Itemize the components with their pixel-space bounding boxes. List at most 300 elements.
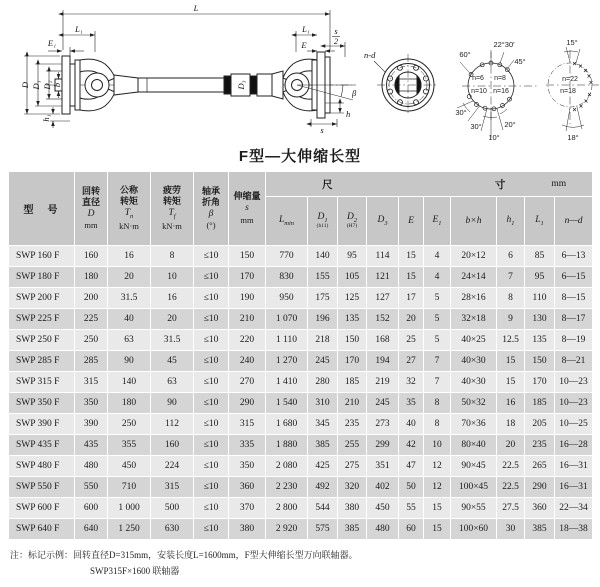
value-cell: 112 bbox=[151, 414, 194, 435]
value-cell: 100×45 bbox=[451, 477, 497, 498]
value-cell: ≤10 bbox=[194, 288, 229, 309]
value-cell: 18—38 bbox=[555, 519, 593, 540]
value-cell: 8 bbox=[424, 393, 451, 414]
value-cell: 270 bbox=[229, 372, 266, 393]
value-cell: 15 bbox=[424, 498, 451, 519]
dim-label-L1-left: L₁ bbox=[75, 24, 83, 34]
dim-label-n-d: n-d bbox=[364, 50, 376, 60]
value-cell: 1 880 bbox=[266, 435, 308, 456]
value-cell: 290 bbox=[229, 393, 266, 414]
angle-label-20: 20° bbox=[504, 120, 516, 129]
value-cell: 22—34 bbox=[555, 498, 593, 519]
value-cell: 190 bbox=[229, 288, 266, 309]
page-title: F型—大伸缩长型 bbox=[238, 148, 362, 165]
value-cell: 20 bbox=[399, 309, 424, 330]
value-cell: 480 bbox=[75, 456, 108, 477]
value-cell: 1 680 bbox=[266, 414, 308, 435]
dim-label-D2: D₂ bbox=[42, 80, 52, 90]
value-cell: 315 bbox=[75, 372, 108, 393]
dim-label-D1: D₁ bbox=[31, 80, 41, 90]
value-cell: 500 bbox=[151, 498, 194, 519]
value-cell: 140 bbox=[108, 372, 151, 393]
footnote-line1: 注：标记示例：回转直径D=315mm，安装长度L=1600mm，F型大伸缩长型万向联轴器。 bbox=[10, 550, 358, 560]
value-cell: 385 bbox=[338, 519, 367, 540]
value-cell: 210 bbox=[338, 393, 367, 414]
value-cell: 385 bbox=[525, 519, 555, 540]
value-cell: 12 bbox=[424, 477, 451, 498]
value-cell: 5 bbox=[424, 288, 451, 309]
value-cell: 10—23 bbox=[555, 393, 593, 414]
value-cell: 40 bbox=[399, 414, 424, 435]
value-cell: 155 bbox=[308, 267, 338, 288]
col-header-h1: $h_1$ bbox=[497, 197, 525, 246]
value-cell: 95 bbox=[525, 267, 555, 288]
value-cell: 160 bbox=[75, 246, 108, 267]
value-cell: ≤10 bbox=[194, 477, 229, 498]
value-cell: 380 bbox=[229, 519, 266, 540]
value-cell: 8 bbox=[151, 246, 194, 267]
value-cell: 16—31 bbox=[555, 456, 593, 477]
value-cell: 350 bbox=[229, 456, 266, 477]
value-cell: 335 bbox=[229, 435, 266, 456]
value-cell: 15 bbox=[497, 372, 525, 393]
col-header-d2: $D_2$ (H7) bbox=[338, 197, 367, 246]
value-cell: 168 bbox=[367, 330, 399, 351]
col-header-e: E bbox=[399, 197, 424, 246]
value-cell: 350 bbox=[75, 393, 108, 414]
value-cell: 90 bbox=[108, 351, 151, 372]
value-cell: 40×25 bbox=[451, 330, 497, 351]
value-cell: ≤10 bbox=[194, 519, 229, 540]
value-cell: 492 bbox=[308, 477, 338, 498]
hole-count-n10: n=10 bbox=[471, 88, 487, 95]
table-row bbox=[9, 519, 593, 540]
value-cell: 6 bbox=[497, 246, 525, 267]
value-cell: 6—13 bbox=[555, 246, 593, 267]
value-cell: 5 bbox=[424, 309, 451, 330]
value-cell: ≤10 bbox=[194, 267, 229, 288]
col-header-diameter: 回转 直径 D mm bbox=[75, 172, 108, 246]
value-cell: 160 bbox=[151, 435, 194, 456]
table-row bbox=[9, 393, 593, 414]
value-cell: 315 bbox=[229, 414, 266, 435]
value-cell: 85 bbox=[525, 246, 555, 267]
value-cell: 27.5 bbox=[497, 498, 525, 519]
value-cell: 16 bbox=[497, 393, 525, 414]
value-cell: ≤10 bbox=[194, 246, 229, 267]
value-cell: 235 bbox=[338, 414, 367, 435]
value-cell: 42 bbox=[399, 435, 424, 456]
value-cell: 450 bbox=[367, 498, 399, 519]
value-cell: ≤10 bbox=[194, 351, 229, 372]
value-cell: 170 bbox=[338, 351, 367, 372]
value-cell: 8 bbox=[424, 414, 451, 435]
value-cell: 24×14 bbox=[451, 267, 497, 288]
value-cell: 710 bbox=[108, 477, 151, 498]
value-cell: 380 bbox=[338, 498, 367, 519]
value-cell: 16 bbox=[108, 246, 151, 267]
model-cell: SWP 350 F bbox=[9, 393, 75, 414]
col-header-e1: $E_1$ bbox=[424, 197, 451, 246]
value-cell: 1 070 bbox=[266, 309, 308, 330]
hole-count-n8: n=8 bbox=[494, 75, 506, 82]
value-cell: 1 270 bbox=[266, 351, 308, 372]
value-cell: 7 bbox=[424, 372, 451, 393]
value-cell: 121 bbox=[367, 267, 399, 288]
value-cell: 175 bbox=[308, 288, 338, 309]
value-cell: 10 bbox=[424, 435, 451, 456]
value-cell: 63 bbox=[108, 330, 151, 351]
value-cell: 7 bbox=[497, 267, 525, 288]
col-header-n-d: n—d bbox=[555, 197, 593, 246]
value-cell: ≤10 bbox=[194, 393, 229, 414]
angle-label-18: 18° bbox=[567, 133, 579, 142]
value-cell: 196 bbox=[308, 309, 338, 330]
value-cell: 27 bbox=[399, 351, 424, 372]
value-cell: 15 bbox=[399, 267, 424, 288]
model-cell: SWP 160 F bbox=[9, 246, 75, 267]
dim-label-L1-right: L₁ bbox=[302, 24, 310, 34]
value-cell: 22.5 bbox=[497, 477, 525, 498]
value-cell: 219 bbox=[367, 372, 399, 393]
value-cell: 1 000 bbox=[108, 498, 151, 519]
model-cell: SWP 250 F bbox=[9, 330, 75, 351]
value-cell: 25 bbox=[399, 330, 424, 351]
table-row bbox=[9, 414, 593, 435]
value-cell: 218 bbox=[308, 330, 338, 351]
value-cell: 35 bbox=[399, 393, 424, 414]
value-cell: 20 bbox=[108, 267, 151, 288]
model-cell: SWP 600 F bbox=[9, 498, 75, 519]
value-cell: 18 bbox=[497, 414, 525, 435]
dim-label-h1: h₁ bbox=[41, 114, 51, 122]
dim-label-b: b bbox=[52, 82, 62, 88]
value-cell: 40×30 bbox=[451, 372, 497, 393]
value-cell: 16—28 bbox=[555, 435, 593, 456]
value-cell: 10—25 bbox=[555, 414, 593, 435]
table-row bbox=[9, 330, 593, 351]
dim-label-beta: β bbox=[352, 88, 357, 98]
value-cell: 240 bbox=[229, 351, 266, 372]
value-cell: 351 bbox=[367, 456, 399, 477]
value-cell: 8—19 bbox=[555, 330, 593, 351]
value-cell: 110 bbox=[525, 288, 555, 309]
value-cell: 47 bbox=[399, 456, 424, 477]
value-cell: 20×12 bbox=[451, 246, 497, 267]
value-cell: 12 bbox=[424, 456, 451, 477]
value-cell: 255 bbox=[338, 435, 367, 456]
value-cell: 770 bbox=[266, 246, 308, 267]
value-cell: 480 bbox=[367, 519, 399, 540]
value-cell: 210 bbox=[229, 309, 266, 330]
value-cell: 4 bbox=[424, 246, 451, 267]
value-cell: 16—31 bbox=[555, 477, 593, 498]
value-cell: 8 bbox=[497, 288, 525, 309]
value-cell: 600 bbox=[75, 498, 108, 519]
angle-diagram-1 bbox=[455, 40, 537, 142]
value-cell: 550 bbox=[75, 477, 108, 498]
value-cell: 95 bbox=[338, 246, 367, 267]
value-cell: 185 bbox=[525, 393, 555, 414]
value-cell: 16 bbox=[151, 288, 194, 309]
value-cell: 90×45 bbox=[451, 456, 497, 477]
value-cell: 31.5 bbox=[108, 288, 151, 309]
angle-label-30b: 30° bbox=[470, 122, 482, 131]
col-header-d1: $D_1$ (h11) bbox=[308, 197, 338, 246]
value-cell: 60 bbox=[399, 519, 424, 540]
value-cell: 320 bbox=[338, 477, 367, 498]
footnote-line2: SWP315F×1600 联轴器 bbox=[90, 566, 180, 576]
model-cell: SWP 480 F bbox=[9, 456, 75, 477]
model-cell: SWP 390 F bbox=[9, 414, 75, 435]
value-cell: 310 bbox=[308, 393, 338, 414]
model-cell: SWP 180 F bbox=[9, 267, 75, 288]
angle-diagram-2 bbox=[546, 38, 599, 142]
value-cell: 544 bbox=[308, 498, 338, 519]
value-cell: 22.5 bbox=[497, 456, 525, 477]
table-row bbox=[9, 351, 593, 372]
value-cell: 280 bbox=[308, 372, 338, 393]
angle-label-30a: 30° bbox=[455, 108, 467, 117]
dim-label-E: E bbox=[301, 40, 307, 50]
value-cell: 20 bbox=[497, 435, 525, 456]
value-cell: 63 bbox=[151, 372, 194, 393]
value-cell: 285 bbox=[75, 351, 108, 372]
value-cell: ≤10 bbox=[194, 435, 229, 456]
value-cell: 31.5 bbox=[151, 330, 194, 351]
value-cell: 32×18 bbox=[451, 309, 497, 330]
value-cell: 80×40 bbox=[451, 435, 497, 456]
value-cell: ≤10 bbox=[194, 330, 229, 351]
value-cell: 28×16 bbox=[451, 288, 497, 309]
value-cell: 114 bbox=[367, 246, 399, 267]
value-cell: 130 bbox=[525, 309, 555, 330]
value-cell: 265 bbox=[525, 456, 555, 477]
value-cell: 170 bbox=[229, 267, 266, 288]
value-cell: 1 540 bbox=[266, 393, 308, 414]
value-cell: 360 bbox=[229, 477, 266, 498]
value-cell: 950 bbox=[266, 288, 308, 309]
value-cell: 360 bbox=[525, 498, 555, 519]
hole-count-n18: n=18 bbox=[560, 88, 576, 95]
model-cell: SWP 640 F bbox=[9, 519, 75, 540]
value-cell: 2 920 bbox=[266, 519, 308, 540]
value-cell: 9 bbox=[497, 309, 525, 330]
value-cell: 150 bbox=[229, 246, 266, 267]
value-cell: 194 bbox=[367, 351, 399, 372]
value-cell: 50 bbox=[399, 477, 424, 498]
value-cell: 100×60 bbox=[451, 519, 497, 540]
flange-face-view bbox=[377, 54, 439, 116]
model-cell: SWP 315 F bbox=[9, 372, 75, 393]
value-cell: 355 bbox=[108, 435, 151, 456]
value-cell: 235 bbox=[525, 435, 555, 456]
hole-count-n6: n=6 bbox=[472, 75, 484, 82]
value-cell: 45 bbox=[151, 351, 194, 372]
value-cell: 250 bbox=[75, 330, 108, 351]
dim-label-D: D bbox=[20, 81, 30, 89]
value-cell: 4 bbox=[424, 267, 451, 288]
value-cell: 7 bbox=[424, 351, 451, 372]
dim-label-E1: E₁ bbox=[47, 38, 57, 48]
value-cell: 20 bbox=[151, 309, 194, 330]
table-row bbox=[9, 498, 593, 519]
col-header-fatigue-torque: 疲劳 转矩 $T_f$ kN·m bbox=[151, 172, 194, 246]
value-cell: 10—23 bbox=[555, 372, 593, 393]
value-cell: 125 bbox=[338, 288, 367, 309]
value-cell: 830 bbox=[266, 267, 308, 288]
col-header-l1: $L_1$ bbox=[525, 197, 555, 246]
value-cell: 290 bbox=[525, 477, 555, 498]
value-cell: 245 bbox=[308, 351, 338, 372]
col-header-nominal-torque: 公称 转矩 $T_n$ kN·m bbox=[108, 172, 151, 246]
value-cell: 1 110 bbox=[266, 330, 308, 351]
value-cell: 205 bbox=[525, 414, 555, 435]
table-row bbox=[9, 456, 593, 477]
value-cell: 273 bbox=[367, 414, 399, 435]
value-cell: 10 bbox=[151, 267, 194, 288]
shaft-tube bbox=[114, 74, 272, 96]
value-cell: 40×30 bbox=[451, 351, 497, 372]
value-cell: 630 bbox=[151, 519, 194, 540]
value-cell: 402 bbox=[367, 477, 399, 498]
value-cell: 90 bbox=[151, 393, 194, 414]
model-cell: SWP 435 F bbox=[9, 435, 75, 456]
value-cell: 12.5 bbox=[497, 330, 525, 351]
model-cell: SWP 225 F bbox=[9, 309, 75, 330]
value-cell: ≤10 bbox=[194, 372, 229, 393]
table-row bbox=[9, 372, 593, 393]
value-cell: 245 bbox=[367, 393, 399, 414]
value-cell: 135 bbox=[525, 330, 555, 351]
angle-label-10: 10° bbox=[488, 133, 500, 142]
value-cell: 50×32 bbox=[451, 393, 497, 414]
value-cell: 575 bbox=[308, 519, 338, 540]
col-header-d3: $D_3$ bbox=[367, 197, 399, 246]
table-row bbox=[9, 435, 593, 456]
value-cell: 15 bbox=[497, 351, 525, 372]
col-header-lmin: $L_{min}$ bbox=[266, 197, 308, 246]
dim-label-s-half-num: s bbox=[334, 26, 338, 36]
table-row bbox=[9, 267, 593, 288]
value-cell: 40 bbox=[108, 309, 151, 330]
value-cell: 225 bbox=[75, 309, 108, 330]
spec-table bbox=[8, 171, 593, 540]
table-row bbox=[9, 309, 593, 330]
value-cell: 640 bbox=[75, 519, 108, 540]
value-cell: 370 bbox=[229, 498, 266, 519]
value-cell: ≤10 bbox=[194, 498, 229, 519]
value-cell: ≤10 bbox=[194, 309, 229, 330]
value-cell: 90×55 bbox=[451, 498, 497, 519]
dim-label-s: s bbox=[320, 125, 324, 135]
angle-label-2230: 22°30′ bbox=[493, 40, 515, 49]
value-cell: 32 bbox=[399, 372, 424, 393]
value-cell: 2 800 bbox=[266, 498, 308, 519]
value-cell: 315 bbox=[151, 477, 194, 498]
value-cell: 450 bbox=[108, 456, 151, 477]
value-cell: 150 bbox=[338, 330, 367, 351]
value-cell: 135 bbox=[338, 309, 367, 330]
table-body bbox=[9, 246, 593, 540]
model-cell: SWP 200 F bbox=[9, 288, 75, 309]
value-cell: 150 bbox=[525, 351, 555, 372]
value-cell: 5 bbox=[424, 330, 451, 351]
value-cell: 17 bbox=[399, 288, 424, 309]
value-cell: 299 bbox=[367, 435, 399, 456]
table-header bbox=[9, 172, 593, 246]
value-cell: 170 bbox=[525, 372, 555, 393]
angle-label-60: 60° bbox=[459, 50, 471, 59]
shaft-assembly bbox=[20, 3, 599, 142]
hole-count-n22: n=22 bbox=[562, 76, 578, 83]
value-cell: 220 bbox=[229, 330, 266, 351]
value-cell: 6—15 bbox=[555, 267, 593, 288]
value-cell: 180 bbox=[75, 267, 108, 288]
model-cell: SWP 550 F bbox=[9, 477, 75, 498]
col-header-model: 型 号 bbox=[9, 172, 75, 246]
value-cell: 250 bbox=[108, 414, 151, 435]
value-cell: 275 bbox=[338, 456, 367, 477]
value-cell: 127 bbox=[367, 288, 399, 309]
value-cell: 2 080 bbox=[266, 456, 308, 477]
value-cell: 15 bbox=[424, 519, 451, 540]
value-cell: 105 bbox=[338, 267, 367, 288]
value-cell: 180 bbox=[108, 393, 151, 414]
footnote bbox=[10, 548, 600, 577]
value-cell: 224 bbox=[151, 456, 194, 477]
value-cell: 425 bbox=[308, 456, 338, 477]
value-cell: 390 bbox=[75, 414, 108, 435]
value-cell: 435 bbox=[75, 435, 108, 456]
dim-label-h: h bbox=[346, 109, 351, 119]
technical-drawing bbox=[0, 0, 600, 142]
value-cell: 8—17 bbox=[555, 309, 593, 330]
value-cell: ≤10 bbox=[194, 414, 229, 435]
value-cell: 185 bbox=[338, 372, 367, 393]
table-row bbox=[9, 477, 593, 498]
table-row bbox=[9, 246, 593, 267]
value-cell: 345 bbox=[308, 414, 338, 435]
hole-count-n16: n=16 bbox=[493, 88, 509, 95]
table-row bbox=[9, 288, 593, 309]
value-cell: 30 bbox=[497, 519, 525, 540]
col-header-dimensions-span: 尺 寸 mm bbox=[266, 172, 593, 197]
dim-label-s-half-den: 2 bbox=[333, 36, 339, 46]
model-cell: SWP 285 F bbox=[9, 351, 75, 372]
left-joint bbox=[55, 56, 115, 114]
value-cell: ≤10 bbox=[194, 456, 229, 477]
value-cell: 15 bbox=[399, 246, 424, 267]
value-cell: 1 250 bbox=[108, 519, 151, 540]
dim-label-L: L bbox=[193, 3, 199, 13]
value-cell: 140 bbox=[308, 246, 338, 267]
col-header-telescopic: 伸缩量 s mm bbox=[229, 172, 266, 246]
value-cell: 1 410 bbox=[266, 372, 308, 393]
col-header-bearing-angle: 轴承 折角 β (°) bbox=[194, 172, 229, 246]
value-cell: 70×36 bbox=[451, 414, 497, 435]
value-cell: 152 bbox=[367, 309, 399, 330]
angle-label-15: 15° bbox=[566, 38, 578, 47]
value-cell: 8—15 bbox=[555, 288, 593, 309]
value-cell: 55 bbox=[399, 498, 424, 519]
col-header-bxh: b×h bbox=[451, 197, 497, 246]
value-cell: 385 bbox=[308, 435, 338, 456]
value-cell: 200 bbox=[75, 288, 108, 309]
value-cell: 8—21 bbox=[555, 351, 593, 372]
dim-label-D3: D₃ bbox=[236, 80, 246, 90]
value-cell: 2 230 bbox=[266, 477, 308, 498]
